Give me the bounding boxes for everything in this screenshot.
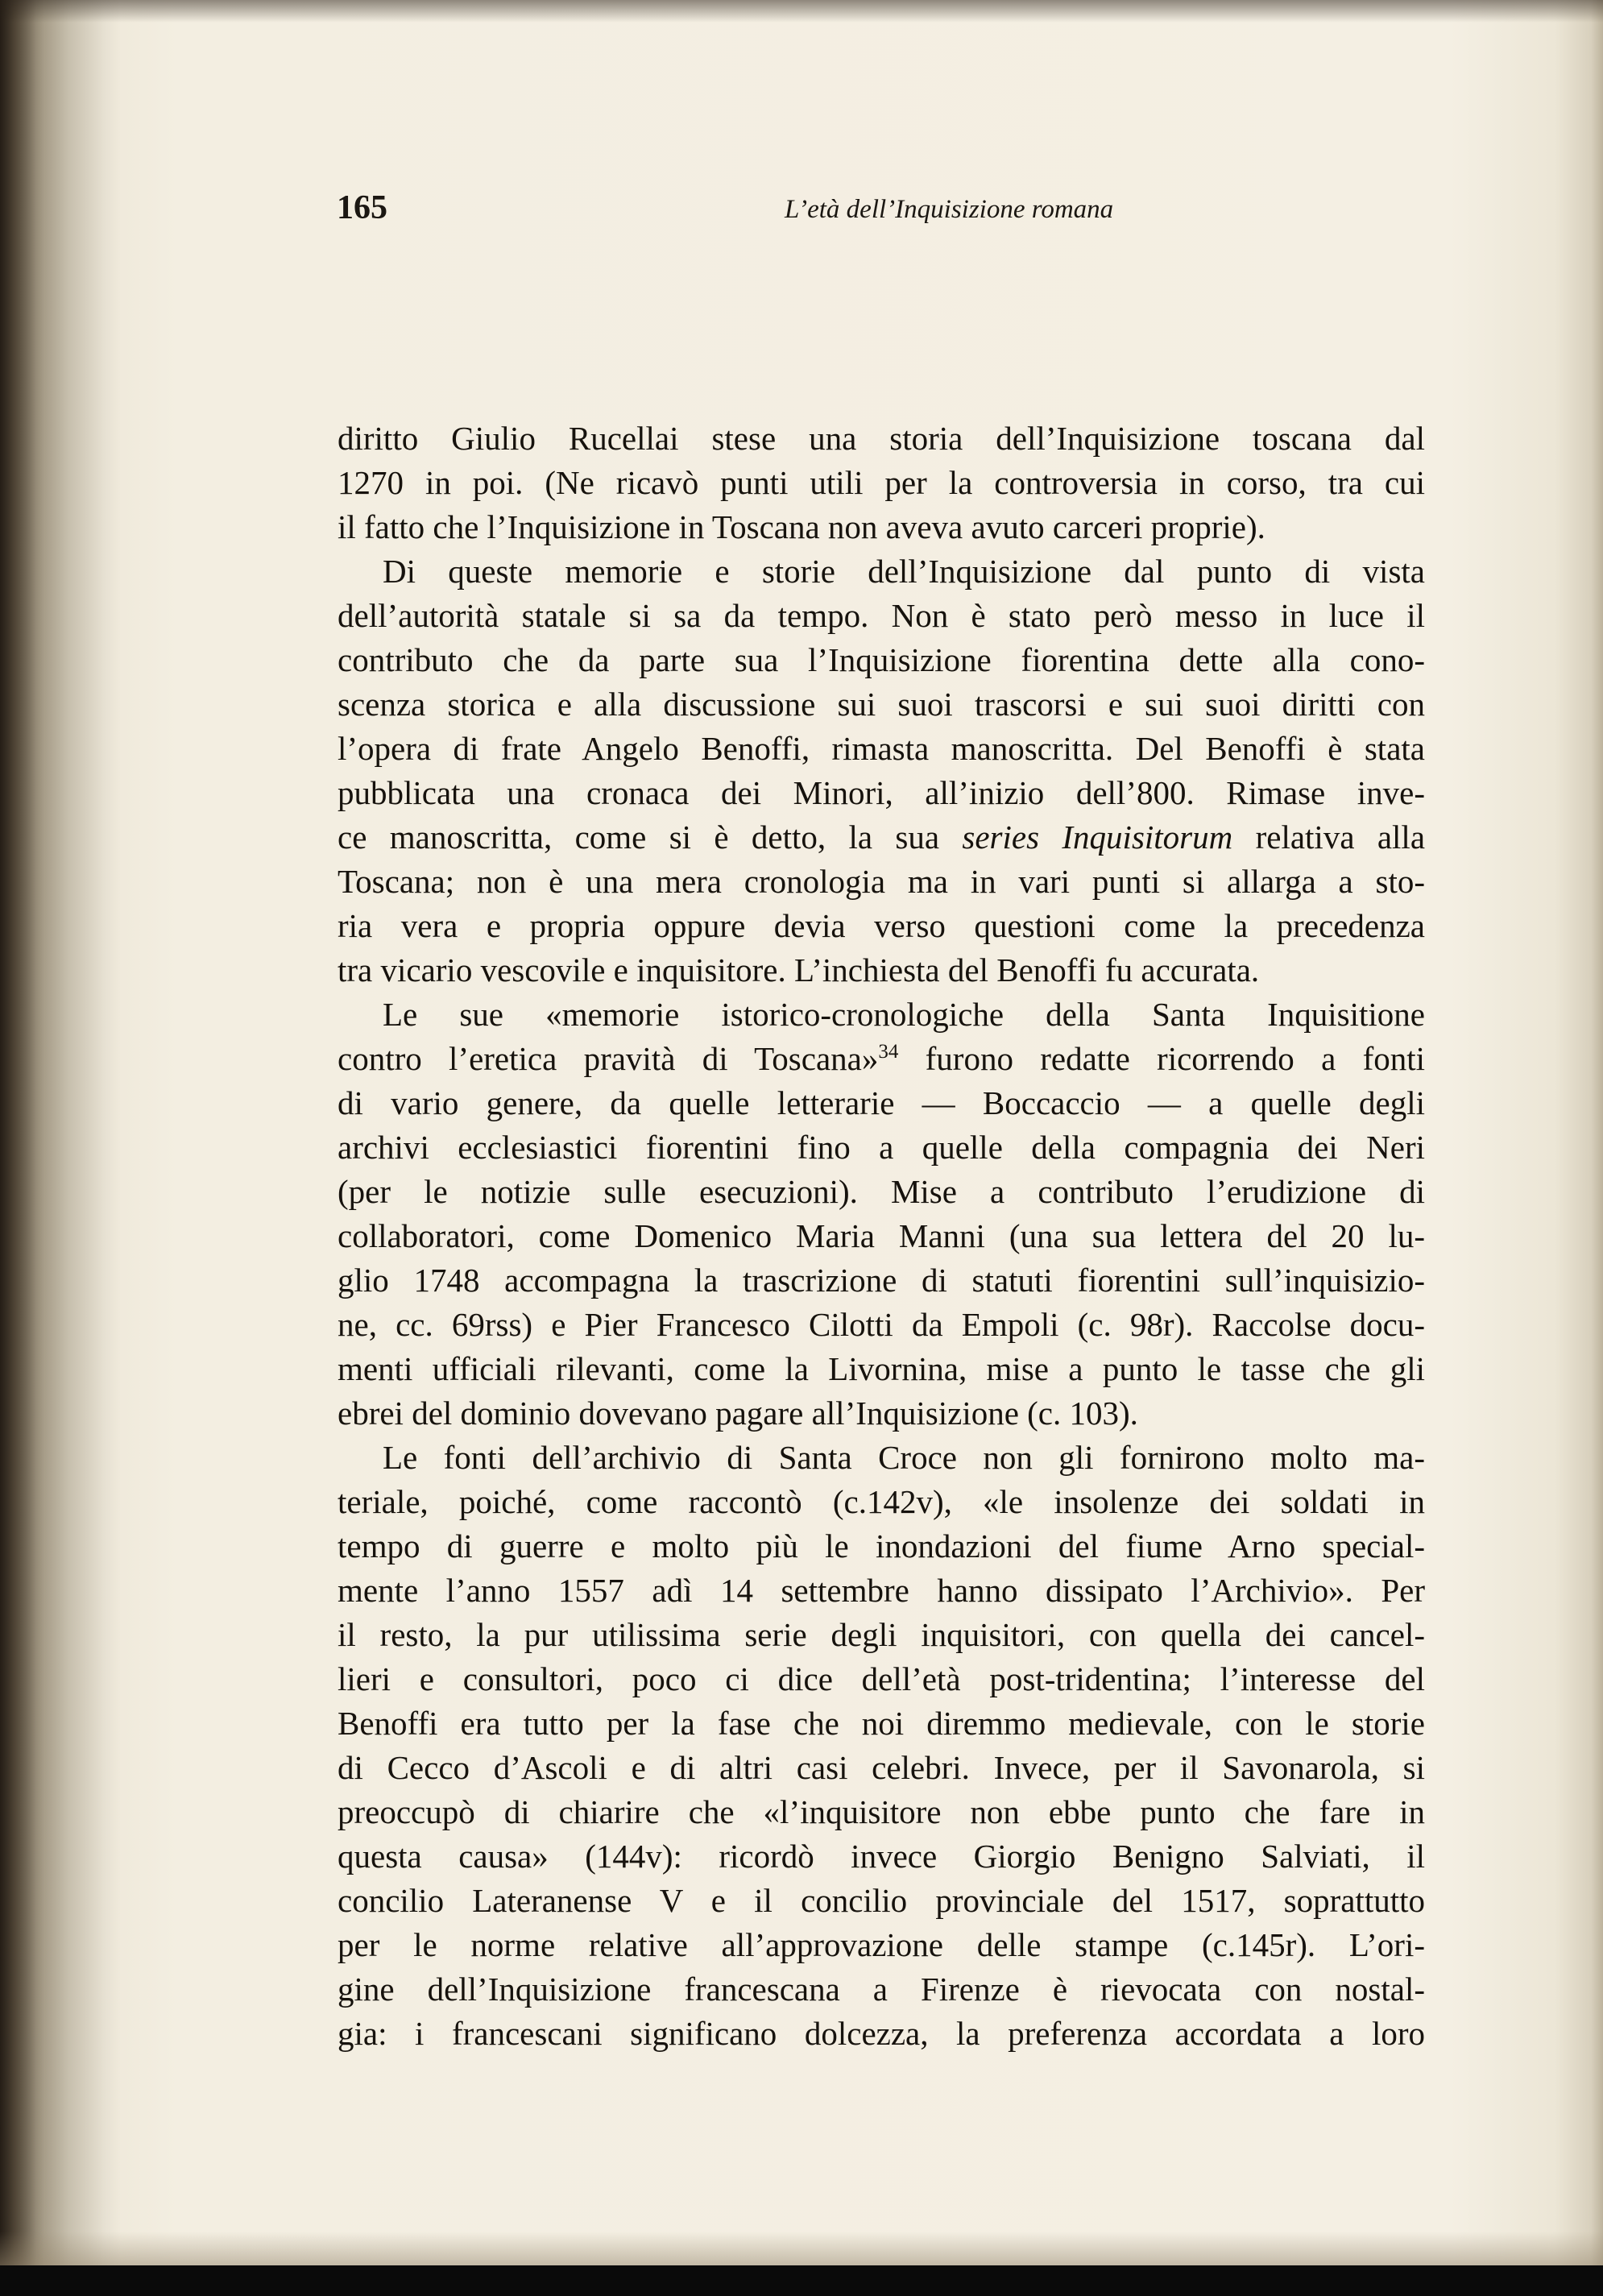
body-text <box>338 417 1425 2056</box>
text-line: teriale, poiché, come raccontò (c.142v), «le insolenze dei soldati in <box>338 1483 1425 1520</box>
text-line: diritto Giulio Rucellai stese una storia dell’Inquisizione toscana dal <box>338 420 1425 457</box>
text-line: ne, cc. 69rss) e Pier Francesco Cilotti da Empoli (c. 98r). Raccolse docu- <box>338 1306 1425 1343</box>
text-line: questa causa» (144v): ricordò invece Giorgio Benigno Salviati, il <box>338 1838 1425 1875</box>
text-line: collaboratori, come Domenico Maria Manni (una sua lettera del 20 lu- <box>338 1217 1425 1254</box>
text-segment: furono redatte ricorrendo a fonti <box>925 1040 1426 1077</box>
italic-title: series Inquisitorum <box>962 819 1233 856</box>
text-line: Toscana; non è una mera cronologia ma in vari punti si allarga a sto- <box>338 863 1425 900</box>
text-line: (per le notizie sulle esecuzioni). Mise a contributo l’erudizione di <box>338 1173 1425 1210</box>
text-line: 1270 in poi. (Ne ricavò punti utili per la controversia in corso, tra cui <box>338 464 1425 501</box>
text-line: l’opera di frate Angelo Benoffi, rimasta manoscritta. Del Benoffi è stata <box>338 730 1425 767</box>
text-line: ebrei del dominio dovevano pagare all’Inquisizione (c. 103). <box>338 1395 1138 1432</box>
text-line: mente l’anno 1557 adì 14 settembre hanno dissipato l’Archivio». Per <box>338 1572 1425 1609</box>
page-header <box>337 185 1448 234</box>
gutter-shadow <box>0 0 121 2265</box>
text-line: tra vicario vescovile e inquisitore. L’inchiesta del Benoffi fu accurata. <box>338 951 1260 988</box>
text-line: ria vera e propria oppure devia verso questioni come la precedenza <box>338 907 1425 944</box>
footnote-marker: 34 <box>878 1041 899 1063</box>
text-line <box>338 1037 1425 1081</box>
text-segment: ce manoscritta, come si è detto, la sua <box>338 819 940 856</box>
text-line: Le sue «memorie istorico-cronologiche della Santa Inquisitione <box>383 996 1425 1033</box>
page-number: 165 <box>337 189 387 226</box>
text-segment: contro l’eretica pravità di Toscana» <box>338 1040 879 1077</box>
text-line: pubblicata una cronaca dei Minori, all’inizio dell’800. Rimase inve- <box>338 774 1425 811</box>
text-line <box>338 815 1425 860</box>
text-line: il resto, la pur utilissima serie degli inquisitori, con quella dei cancel- <box>338 1616 1425 1653</box>
page-bottom-edge <box>0 2232 1603 2265</box>
text-line: concilio Lateranense V e il concilio provinciale del 1517, soprattutto <box>338 1882 1425 1919</box>
text-line: Benoffi era tutto per la fase che noi diremmo medievale, con le storie <box>338 1705 1425 1742</box>
text-line: scenza storica e alla discussione sui suoi trascorsi e sui suoi diritti con <box>338 686 1425 723</box>
text-segment: relativa alla <box>1255 819 1426 856</box>
text-line: di vario genere, da quelle letterarie — Boccaccio — a quelle degli <box>338 1084 1425 1121</box>
text-line: tempo di guerre e molto più le inondazioni del fiume Arno special- <box>338 1527 1425 1565</box>
running-title: L’età dell’Inquisizione romana <box>785 195 1114 224</box>
text-line: per le norme relative all’approvazione delle stampe (c.145r). L’ori- <box>338 1926 1425 1963</box>
text-line: gia: i francescani significano dolcezza, la preferenza accordata a loro <box>338 2015 1425 2052</box>
text-line: glio 1748 accompagna la trascrizione di statuti fiorentini sull’inquisizio- <box>338 1262 1425 1299</box>
text-line: Le fonti dell’archivio di Santa Croce non gli fornirono molto ma- <box>383 1439 1425 1476</box>
text-line: archivi ecclesiastici fiorentini fino a quelle della compagnia dei Neri <box>338 1129 1425 1166</box>
text-line: dell’autorità statale si sa da tempo. Non è stato però messo in luce il <box>338 597 1425 634</box>
text-line: gine dell’Inquisizione francescana a Firenze è rievocata con nostal- <box>338 1971 1425 2008</box>
text-line: contributo che da parte sua l’Inquisizione fiorentina dette alla cono- <box>338 641 1425 678</box>
text-line: preoccupò di chiarire che «l’inquisitore non ebbe punto che fare in <box>338 1793 1425 1830</box>
page-top-edge <box>0 0 1603 23</box>
text-line: menti ufficiali rilevanti, come la Livornina, mise a punto le tasse che gli <box>338 1350 1425 1387</box>
text-line: lieri e consultori, poco ci dice dell’età post-tridentina; l’interesse del <box>338 1660 1425 1697</box>
text-line: il fatto che l’Inquisizione in Toscana non aveva avuto carceri proprie). <box>338 508 1265 545</box>
text-line: di Cecco d’Ascoli e di altri casi celebri. Invece, per il Savonarola, si <box>338 1749 1425 1786</box>
text-line: Di queste memorie e storie dell’Inquisizione dal punto di vista <box>383 553 1425 590</box>
